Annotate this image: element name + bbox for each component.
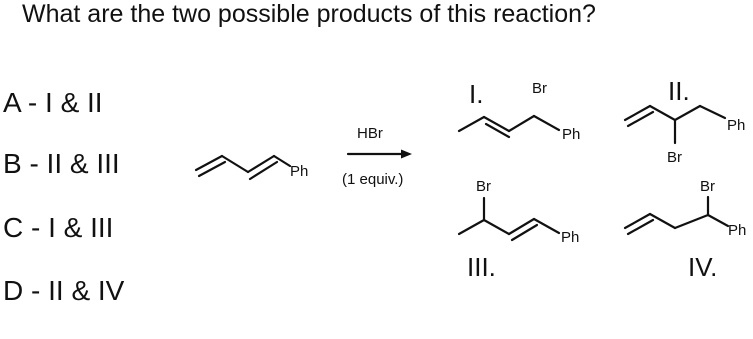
choice-d[interactable]: D - II & IV [3, 275, 125, 306]
choice-a[interactable]: A - I & II [3, 87, 103, 118]
arrow-head-icon [401, 150, 412, 159]
choice-b[interactable]: B - II & III [3, 148, 120, 179]
product-1-ph-label: Ph [562, 126, 581, 143]
product-1-br-label: Br [532, 80, 547, 97]
reactant-ph-label: Ph [290, 163, 309, 180]
reagent-label: HBr [357, 125, 383, 142]
product-3-ph-label: Ph [561, 229, 580, 246]
product-4-ph-label: Ph [728, 222, 747, 239]
product-3-numeral: III. [467, 252, 496, 282]
reactant-structure [196, 156, 308, 180]
question-text: What are the two possible products of this reaction? [22, 0, 596, 28]
product-1 [459, 79, 580, 143]
product-2-br-label: Br [667, 149, 682, 166]
product-1-numeral: I. [469, 79, 484, 109]
product-4-numeral: IV. [688, 252, 718, 282]
equiv-label: (1 equiv.) [342, 171, 404, 188]
product-4 [625, 178, 746, 282]
reaction-arrow [342, 125, 412, 188]
product-2 [625, 76, 745, 166]
product-3 [459, 178, 579, 282]
product-4-br-label: Br [700, 178, 715, 195]
choice-c[interactable]: C - I & III [3, 212, 114, 243]
product-2-ph-label: Ph [727, 117, 746, 134]
product-2-numeral: II. [668, 76, 690, 106]
product-3-br-label: Br [476, 178, 491, 195]
